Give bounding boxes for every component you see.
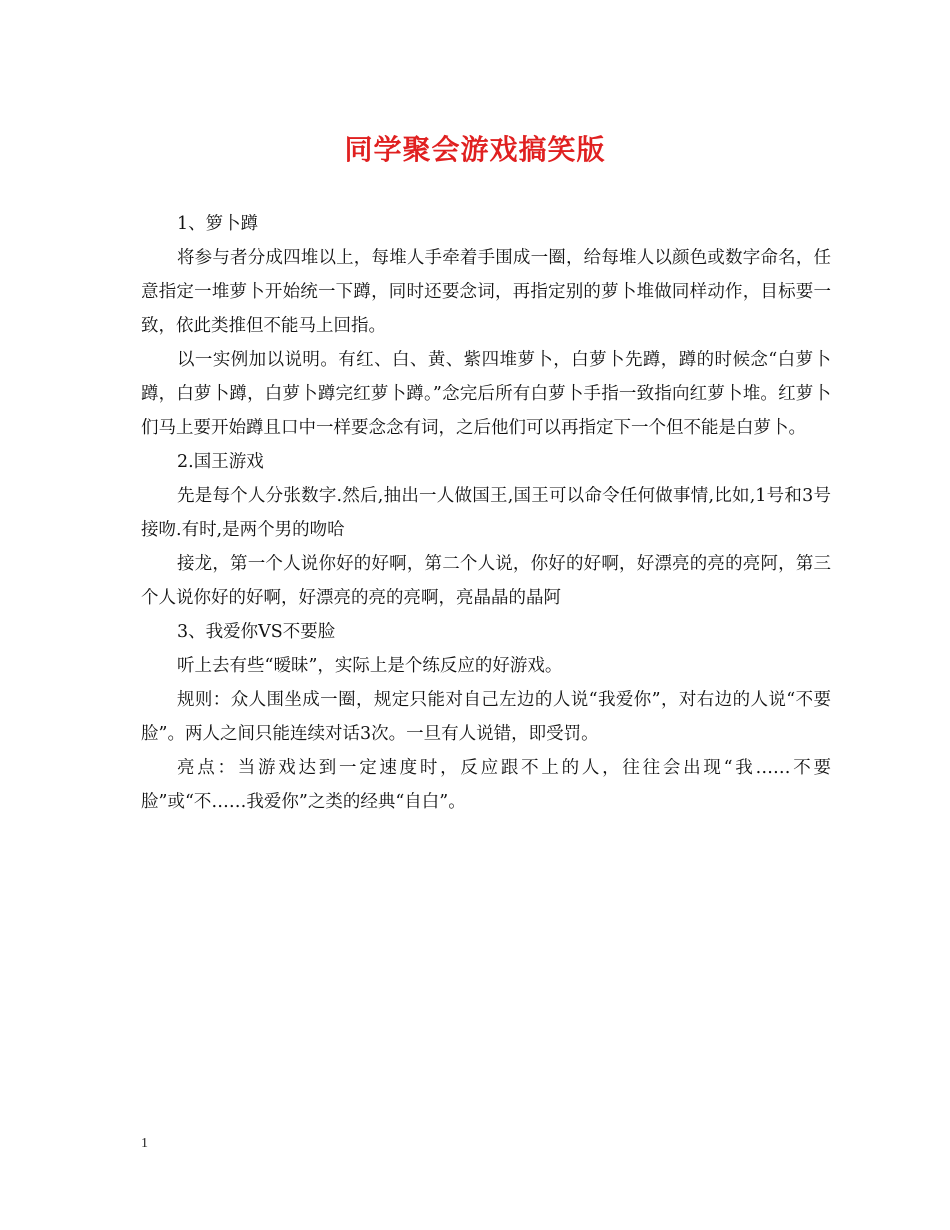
paragraph-game-2-rules: 先是每个人分张数字.然后,抽出一人做国王,国王可以命令任何做事情,比如,1号和3号接吻.有时,是两个男的吻哈 — [141, 486, 831, 540]
heading-game-2: 2.国王游戏 — [177, 452, 264, 472]
paragraph-game-3-highlight: 亮点：当游戏达到一定速度时，反应跟不上的人，往往会出现“我……不要脸”或“不……我爱你”之类的经典“自白”。 — [141, 758, 831, 812]
document-body — [141, 207, 831, 819]
paragraph-game-1-rules: 将参与者分成四堆以上，每堆人手牵着手围成一圈，给每堆人以颜色或数字命名，任意指定一堆萝卜开始统一下蹲，同时还要念词，再指定别的萝卜堆做同样动作，目标要一致，依此类推但不能马上回指。 — [141, 248, 831, 336]
heading-game-1: 1、箩卜蹲 — [177, 214, 259, 234]
paragraph-game-2-chain: 接龙，第一个人说你好的好啊，第二个人说，你好的好啊，好漂亮的亮的亮阿，第三个人说你好的好啊，好漂亮的亮的亮啊，亮晶晶的晶阿 — [141, 554, 831, 608]
paragraph-game-1-example: 以一实例加以说明。有红、白、黄、紫四堆萝卜，白萝卜先蹲，蹲的时候念“白萝卜蹲，白萝卜蹲，白萝卜蹲完红萝卜蹲。”念完后所有白萝卜手指一致指向红萝卜堆。红萝卜们马上要开始蹲且口中一样要念念有词，之后他们可以再指定下一个但不能是白萝卜。 — [141, 350, 831, 438]
document-title: 同学聚会游戏搞笑版 — [344, 133, 606, 166]
page-number: 1 — [141, 1136, 148, 1151]
paragraph-game-3-rules: 规则：众人围坐成一圈，规定只能对自己左边的人说“我爱你”，对右边的人说“不要脸”。两人之间只能连续对话3次。一旦有人说错，即受罚。 — [141, 690, 831, 744]
heading-game-3: 3、我爱你VS不要脸 — [177, 622, 336, 642]
paragraph-game-3-intro: 听上去有些“暧昧”，实际上是个练反应的好游戏。 — [177, 656, 563, 676]
